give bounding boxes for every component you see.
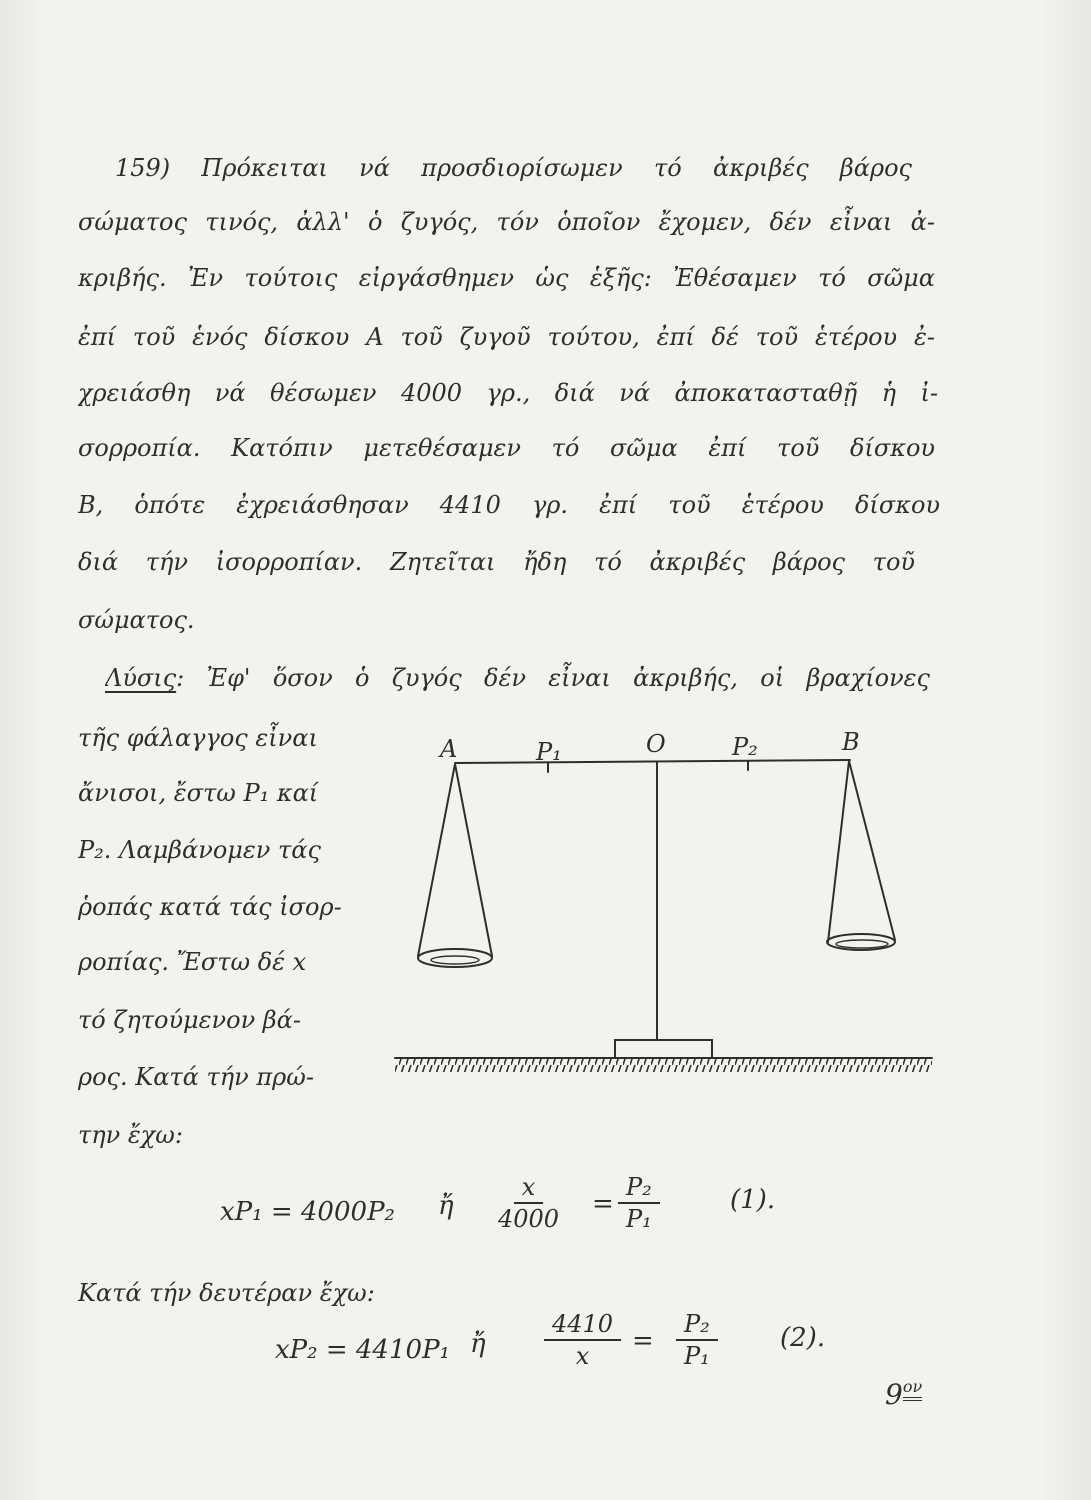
equation-2-fraction-2 xyxy=(676,1309,718,1371)
equation-1-fraction-1 xyxy=(498,1172,559,1234)
solution-column-line-8: την ἔχω: xyxy=(78,1121,183,1149)
second-case-intro: Κατά τήν δευτέραν ἔχω: xyxy=(78,1279,375,1307)
page-marker xyxy=(885,1370,922,1412)
problem-line-8: διά τήν ἰσορροπίαν. Ζητεῖται ἤδη τό ἀκριβές βάρος τοῦ xyxy=(78,548,915,576)
problem-line-2: σώματος τινός, ἀλλ' ὁ ζυγός, τόν ὁποῖον ἔχομεν, δέν εἶναι ἀ- xyxy=(78,208,935,236)
solution-column-line-1: τῆς φάλαγγος εἶναι xyxy=(78,724,318,752)
equation-1-fraction-2-numerator: P₂ xyxy=(618,1172,660,1204)
solution-label: Λύσις xyxy=(105,664,177,692)
equation-2-fraction-1-denominator: x xyxy=(575,1342,590,1370)
solution-intro-text: : Ἐφ' ὅσον ὁ ζυγός δέν εἶναι ἀκριβής, οἱ βραχίονες xyxy=(176,664,930,692)
balance-diagram xyxy=(380,715,940,1085)
solution-column-line-4: ῥοπάς κατά τάς ἰσορ- xyxy=(78,893,342,921)
pan-a-dish-inner xyxy=(431,956,479,964)
label-p1: P₁ xyxy=(536,738,562,766)
problem-line-3: κριβής. Ἐν τούτοις εἰργάσθημεν ὡς ἑξῆς: Ἐθέσαμεν τό σῶμα xyxy=(78,264,935,292)
equation-1-or: ἤ xyxy=(438,1191,454,1221)
equation-2-fraction-1 xyxy=(544,1309,621,1371)
balance-beam xyxy=(455,760,850,763)
problem-line-1: 159) Πρόκειται νά προσδιορίσωμεν τό ἀκριβές βάρος xyxy=(115,154,912,182)
problem-line-4: ἐπί τοῦ ἑνός δίσκου A τοῦ ζυγοῦ τούτου, ἐπί δέ τοῦ ἑτέρου ἐ- xyxy=(78,323,935,351)
equation-2-equals: = xyxy=(632,1326,654,1356)
equation-2-fraction-2-denominator: P₁ xyxy=(684,1342,710,1370)
solution-intro-line xyxy=(105,661,930,695)
page-marker-suffix: ον xyxy=(903,1377,922,1401)
problem-line-5: χρειάσθη νά θέσωμεν 4000 γρ., διά νά ἀποκατασταθῇ ἡ ἰ- xyxy=(78,379,938,407)
solution-column-line-2: ἄνισοι, ἔστω P₁ καί xyxy=(78,779,319,807)
equation-1-equals: = xyxy=(592,1189,614,1219)
support-base xyxy=(615,1040,712,1058)
label-a: A xyxy=(440,735,458,763)
solution-column-line-3: P₂. Λαμβάνομεν τάς xyxy=(78,836,321,864)
equation-1-fraction-2-denominator: P₁ xyxy=(626,1205,652,1233)
equation-2-fraction-2-numerator: P₂ xyxy=(676,1309,718,1341)
equation-1-fraction-2 xyxy=(618,1172,660,1234)
pan-a-strings xyxy=(418,764,492,956)
label-b: B xyxy=(842,728,860,756)
equation-1-fraction-1-numerator: x xyxy=(514,1172,544,1204)
solution-column-line-5: ροπίας. Ἔστω δέ x xyxy=(78,948,307,976)
ground-hatching xyxy=(395,1058,932,1072)
problem-line-9: σώματος. xyxy=(78,606,195,634)
solution-column-line-7: ρος. Κατά τήν πρώ- xyxy=(78,1063,314,1091)
pan-b-dish-inner xyxy=(836,940,888,948)
equation-2-tag: (2). xyxy=(780,1323,826,1353)
equation-2-or: ἤ xyxy=(470,1329,486,1359)
problem-line-6: σορροπία. Κατόπιν μετεθέσαμεν τό σῶμα ἐπί τοῦ δίσκου xyxy=(78,434,935,462)
problem-line-7: B, ὁπότε ἐχρειάσθησαν 4410 γρ. ἐπί τοῦ ἑτέρου δίσκου xyxy=(78,491,940,519)
pan-b-strings xyxy=(828,761,895,942)
equation-2-fraction-1-numerator: 4410 xyxy=(544,1309,621,1341)
label-p2: P₂ xyxy=(732,733,758,761)
page-marker-number: 9 xyxy=(885,1378,903,1411)
equation-1-tag: (1). xyxy=(730,1185,776,1215)
solution-column-line-6: τό ζητούμενον βά- xyxy=(78,1006,301,1034)
equation-1-fraction-1-denominator: 4000 xyxy=(498,1205,560,1233)
label-o: O xyxy=(646,730,666,758)
equation-2-left-side: xP₂ = 4410P₁ xyxy=(275,1335,450,1365)
equation-1-left-side: xP₁ = 4000P₂ xyxy=(220,1197,395,1227)
